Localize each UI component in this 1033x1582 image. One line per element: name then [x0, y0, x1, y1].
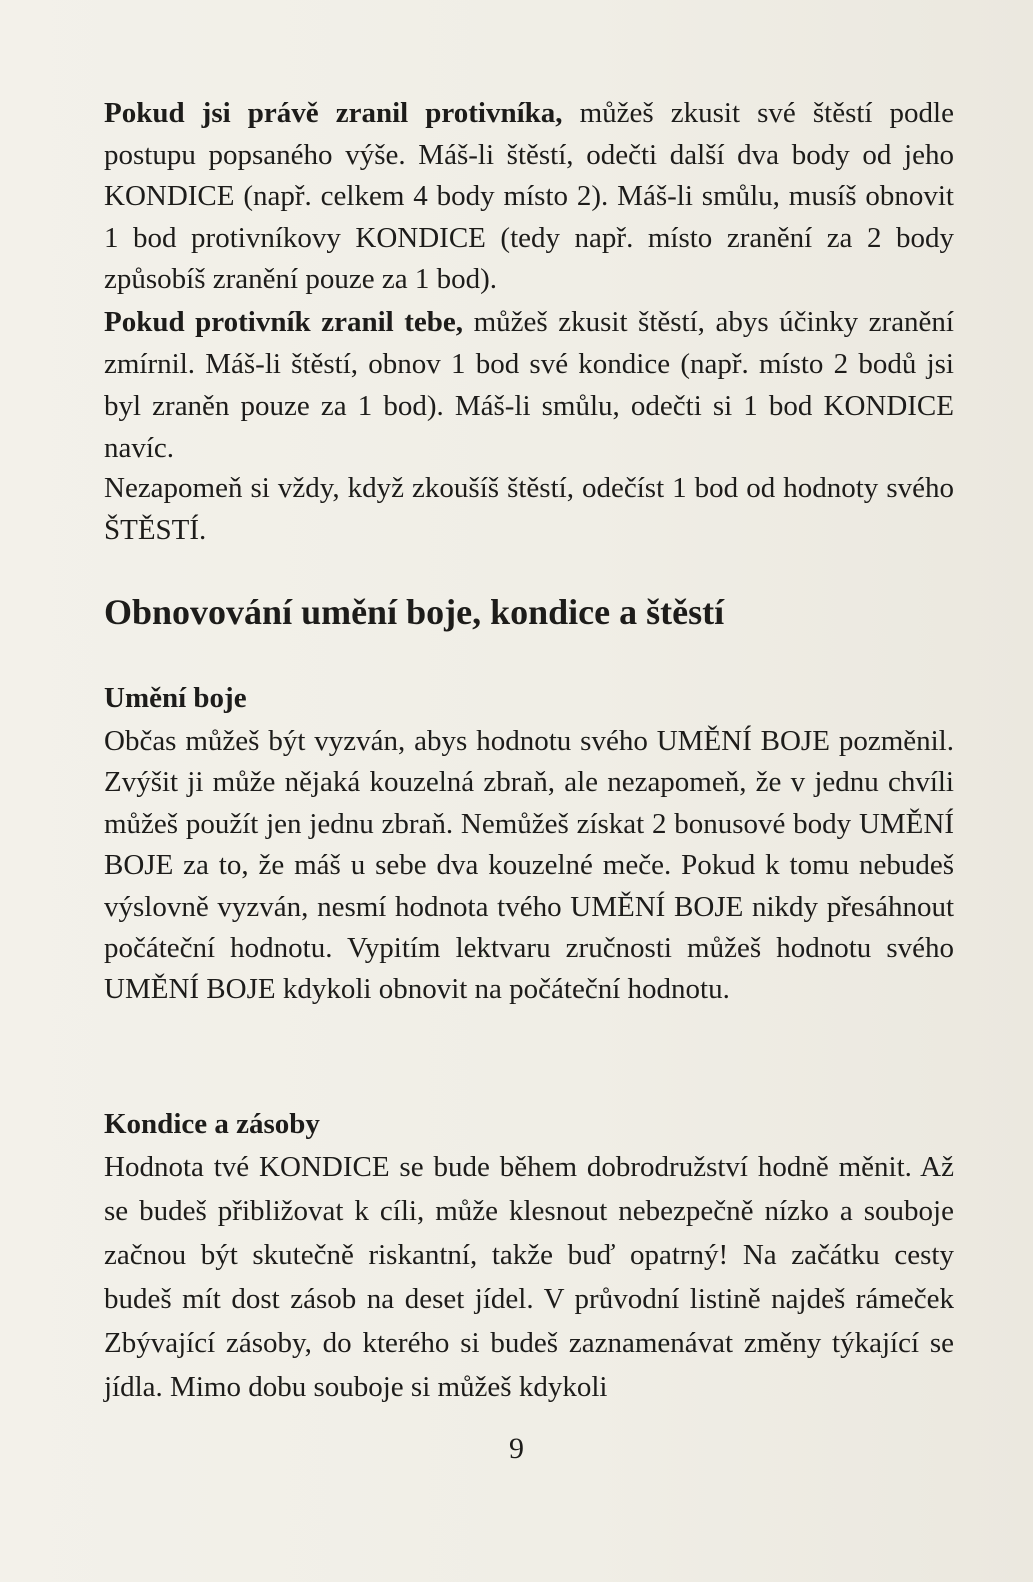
paragraph-lead: Pokud protivník zranil tebe, [104, 306, 464, 338]
page-number: 9 [509, 1432, 524, 1465]
paragraph-lead: Pokud jsi právě zranil protivníka, [104, 97, 563, 129]
paragraph-body: můžeš zkusit štěstí, abys účinky zranění zmírnil. Máš-li štěstí, obnov 1 bod své kondice (např. místo 2 bodů jsi byl zraněn pouze za 1 bod). Máš-li smůlu, odečti si 1 bod KONDICE navíc. [104, 306, 954, 464]
paragraph-luck-reminder: Nezapomeň si vždy, když zkoušíš štěstí, odečíst 1 bod od hodnoty svého ŠTĚSTÍ. [104, 472, 954, 546]
paragraph-skill: Občas můžeš být vyzván, abys hodnotu svého UMĚNÍ BOJE pozměnil. Zvýšit ji může nějaká kouzelná zbraň, ale nezapomeň, že v jednu chvíli můžeš použít jen jednu zbraň. Nemůžeš získat 2 bonusové body UMĚNÍ BOJE za to, že máš u sebe dva kouzelné meče. Pokud k tomu nebudeš výslovně vyzván, nesmí hodnota tvého UMĚNÍ BOJE nikdy přesáhnout počáteční hodnotu. Vypitím lektvaru zručnosti můžeš hodnotu svého UMĚNÍ BOJE kdykoli obnovit na počáteční hodnotu. [104, 725, 954, 1006]
paragraph-body: můžeš zkusit své štěstí podle postupu popsaného výše. Máš-li štěstí, odečti další dva body od jeho KONDICE (např. celkem 4 body místo 2). Máš-li smůlu, musíš obnovit 1 bod protivníkovy KONDICE (tedy např. místo zranění za 2 body způsobíš zranění pouze za 1 bod). [104, 97, 954, 296]
section-title: Obnovování umění boje, kondice a štěstí [104, 592, 725, 632]
subsection-title-skill: Umění boje [104, 682, 247, 714]
paragraph-stamina: Hodnota tvé KONDICE se bude během dobrodružství hodně měnit. Až se budeš přibližovat k cíli, může klesnout nebezpečně nízko a souboje začnou být skutečně riskantní, takže buď opatrný! Na začátku cesty budeš mít dost zásob na deset jídel. V průvodní listině najdeš rámeček Zbývající zásoby, do kterého si budeš zaznamenávat změny týkající se jídla. Mimo dobu souboje si můžeš kdykoli [104, 1151, 954, 1403]
paragraph-wounded-opponent [104, 93, 954, 301]
subsection-title-stamina: Kondice a zásoby [104, 1108, 320, 1140]
paragraph-wounded-by-opponent [104, 301, 954, 469]
